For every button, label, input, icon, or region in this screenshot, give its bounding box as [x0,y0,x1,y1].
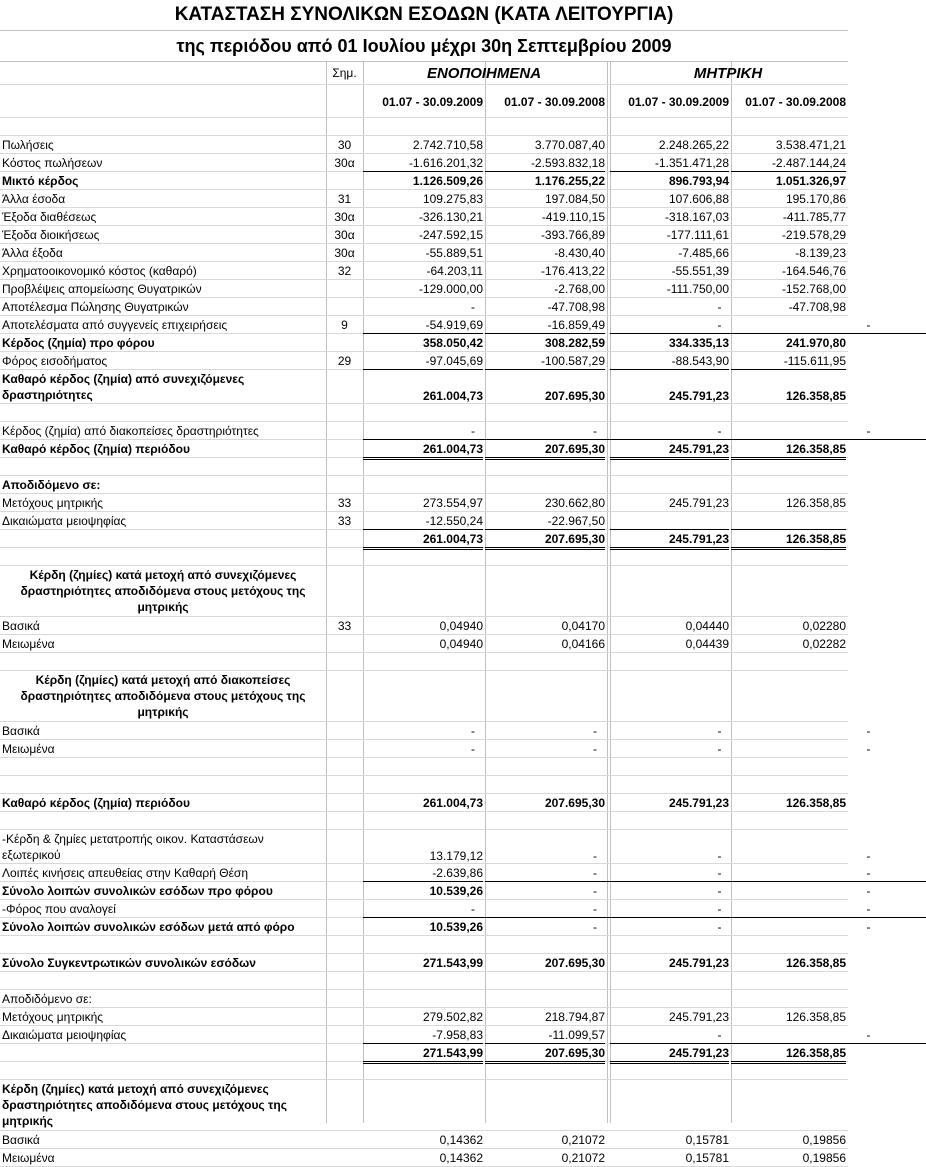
row-value-1: 273.554,97 [422,495,483,510]
row-value-2: - [593,741,597,756]
report-title: ΚΑΤΑΣΤΑΣΗ ΣΥΝΟΛΙΚΩΝ ΕΣΟΔΩΝ (ΚΑΤΑ ΛΕΙΤΟΥΡΓΙΑ) [0,0,848,31]
row-value-2: - [593,849,597,863]
row-value-1: 0,14362 [439,1150,483,1165]
row-value-2: 1.176.255,22 [534,173,605,188]
row-value-3: - [610,900,779,918]
row-value-2: - [485,900,655,918]
row-value-3: - [717,299,722,314]
row-label: Κέρδη (ζημίες) κατά μετοχή από συνεχιζόμενες δραστηριότητες αποδιδόμενα στους μετόχους της μητρικής [20,568,306,614]
row-value-1: 0,04940 [439,618,483,633]
row-label: Άλλα έξοδα [2,245,63,260]
row-value-4: - [866,741,871,756]
table-row [0,476,848,494]
row-note: 29 [337,353,352,368]
row-value-4: -8.139,23 [795,245,846,260]
row-value-2: -393.766,89 [540,227,605,242]
table-row [0,136,848,154]
row-label: Μετόχους μητρικής [2,1009,104,1024]
row-value-2: 230.662,80 [544,495,605,510]
row-value-3: 896.793,94 [668,173,729,188]
row-label: -Φόρος που αναλογεί [2,901,116,916]
row-value-4: -2.487.144,24 [731,154,846,172]
row-value-2: 207.695,30 [544,955,605,970]
table-row [0,617,848,635]
row-value-4: - [866,723,871,738]
row-value-4: 3.538.471,21 [775,137,846,152]
row-value-3: -177.111,61 [666,227,729,242]
row-note [326,280,363,297]
table-row [0,1149,848,1167]
row-value-1: - [471,299,475,314]
row-note [326,370,363,403]
table-row [0,154,848,172]
column-header-2: 01.07 - 30.09.2008 [504,95,605,109]
row-value-4 [731,512,846,530]
row-value-2: 207.695,30 [544,389,605,403]
table-row [0,722,871,740]
table-row [0,262,848,280]
row-value-2: - [485,422,655,440]
table-row [0,316,871,334]
row-value-1: 10.539,26 [429,919,483,934]
table-row [0,370,848,404]
row-value-4: 0,19856 [802,1132,846,1147]
row-label: Σύνολο Συγκεντρωτικών συνολικών εσόδων [2,955,256,970]
row-label: Καθαρό κέρδος (ζημία) από συνεχιζόμενες δραστηριότητες [2,371,245,402]
row-value-2: 0,04166 [561,636,605,651]
row-value-4: 0,02280 [802,618,846,633]
row-label: Δικαιώματα μειοψηφίας [2,513,127,528]
spacer-row [0,758,848,776]
table-row [0,990,848,1008]
row-value-4: 126.358,85 [731,530,846,550]
row-value-1: 109.275,83 [422,191,483,206]
row-value-2: -47.708,98 [547,299,605,314]
column-header-3: 01.07 - 30.09.2009 [628,95,729,109]
table-row [0,1131,848,1149]
row-value-1: 0,14362 [439,1132,483,1147]
row-value-1: 271.543,99 [422,955,483,970]
table-row [0,494,848,512]
row-label: Κέρδος (ζημία) προ φόρου [2,335,155,350]
row-label: -Κέρδη & ζημίες μετατροπής οικον. Καταστάσεων εξωτερικού [2,831,264,862]
row-label: Σύνολο λοιπών συνολικών εσόδων προ φόρου [2,883,273,898]
row-label: Μειωμένα [2,1150,55,1165]
section-heading-row [0,671,848,722]
row-value-2: - [485,864,655,882]
header-row-periods [0,85,848,118]
row-value-2: 207.695,30 [544,795,605,810]
row-value-2: 218.794,87 [544,1009,605,1024]
row-value-4: - [866,849,871,863]
table-row [0,882,871,900]
row-label [2,530,324,547]
row-label: Έξοδα διοικήσεως [2,227,100,242]
row-value-3: -1.351.471,28 [610,154,729,172]
row-note: 30α [334,227,355,242]
row-label: Αποτελέσματα από συγγενείς επιχειρήσεις [2,317,228,332]
table-row [0,530,848,548]
row-value-1: -247.592,15 [418,227,483,242]
row-value-3: - [610,1026,779,1044]
row-value-3: - [610,422,779,440]
table-row [0,740,871,758]
row-value-3: - [717,741,722,756]
row-value-4: -219.578,29 [781,227,846,242]
row-note: 31 [337,191,352,206]
row-value-1: 1.126.509,26 [412,173,483,188]
row-value-4: 126.358,85 [785,389,846,403]
spacer-row [0,1062,848,1080]
spacer-row [0,118,848,136]
row-value-2: -419.110,15 [541,209,605,224]
row-label: Μειωμένα [2,636,55,651]
row-value-1: 279.502,82 [422,1009,483,1024]
row-value-2: 308.282,59 [544,335,605,350]
table-row [0,918,871,936]
row-label: Κέρδη (ζημίες) κατά μετοχή από διακοπείσες δραστηριότητες αποδιδόμενα στους μετόχους της μητρικής [20,673,306,719]
row-note: 33 [337,618,352,633]
row-value-1: 10.539,26 [429,883,483,898]
row-value-1: - [471,723,475,738]
row-value-1: -12.550,24 [363,512,483,530]
row-value-4: - [731,864,926,882]
row-value-3: 0,15781 [685,1132,729,1147]
row-value-3: - [717,723,722,738]
row-value-4: 195.170,86 [785,191,846,206]
table-row [0,512,848,530]
row-value-3: - [610,316,779,334]
row-value-3: 245.791,23 [610,440,729,460]
row-value-1: 13.179,12 [429,849,483,863]
row-value-1: 261.004,73 [363,530,483,550]
row-note [326,440,363,457]
column-header-1: 01.07 - 30.09.2009 [382,95,483,109]
row-value-2: 197.084,50 [544,191,605,206]
row-value-3 [610,512,729,530]
table-row [0,864,871,882]
row-value-2: -8.430,40 [554,245,605,260]
row-label [2,1044,324,1061]
table-row [0,1044,848,1062]
row-value-2: - [593,919,597,934]
row-note [326,298,363,315]
row-value-2: -2.593.832,18 [485,154,605,172]
row-value-2: -2.768,00 [554,281,605,296]
header-row-groups [0,62,848,85]
table-row [0,190,848,208]
section-heading-row [0,566,848,617]
row-label: Βασικά [2,723,40,738]
row-note [326,172,363,189]
spacer-row [0,653,848,671]
row-value-3: - [717,919,722,934]
row-value-4: 0,02282 [802,636,846,651]
row-label: Αποδιδόμενο σε: [2,991,92,1006]
row-value-3: 245.791,23 [668,795,729,810]
row-value-3: - [717,849,722,863]
row-value-4: -411.785,77 [782,209,846,224]
spacer-row [0,972,848,990]
row-label: Βασικά [2,618,40,633]
row-value-4: - [731,1026,926,1044]
row-value-3: - [610,864,779,882]
note-column-header: Σημ. [332,66,357,80]
row-value-3: -88.543,90 [610,352,729,370]
row-value-3: -7.485,66 [678,245,729,260]
row-value-3: - [717,883,722,898]
section-heading-row [0,1080,848,1131]
row-value-2: -11.099,57 [485,1026,605,1044]
group-header-parent: ΜΗΤΡΙΚΗ [693,64,763,82]
row-value-3: 245.791,23 [668,1009,729,1024]
row-value-4: -115.611,95 [731,352,846,370]
table-row [0,830,871,864]
row-note: 9 [341,317,348,332]
row-value-3: 0,15781 [685,1150,729,1165]
row-value-3: 0,04440 [685,618,729,633]
row-value-4: -164.546,76 [781,263,846,278]
row-label: Πωλήσεις [2,137,54,152]
row-label: Φόρος εισοδήματος [2,353,108,368]
row-value-4: 126.358,85 [785,1009,846,1024]
row-value-4: 126.358,85 [785,955,846,970]
row-value-2: 0,21072 [561,1150,605,1165]
row-label: Μειωμένα [2,741,55,756]
spacer-row [0,404,848,422]
row-label: Αποτέλεσμα Πώλησης Θυγατρικών [2,299,189,314]
row-value-1: -129.000,00 [418,281,483,296]
group-header-consolidated: ΕΝΟΠΟΙΗΜΕΝΑ [426,64,542,82]
row-label: Χρηματοοικονομικό κόστος (καθαρό) [2,263,197,278]
spacer-row [0,776,848,794]
row-value-2: 0,21072 [561,1132,605,1147]
row-label: Καθαρό κέρδος (ζημία) περιόδου [2,795,190,810]
table-row [0,208,848,226]
table-row [0,1008,848,1026]
row-value-1: - [471,741,475,756]
row-value-1: 261.004,73 [422,389,483,403]
spacer-row [0,458,848,476]
row-value-1: -97.045,69 [363,352,483,370]
row-value-2: 207.695,30 [485,530,605,550]
row-label: Άλλα έσοδα [2,191,66,206]
row-value-3: 245.791,23 [610,530,729,550]
row-value-1: 0,04940 [439,636,483,651]
row-label: Αποδιδόμενο σε: [2,477,101,492]
row-value-1: - [363,900,533,918]
row-value-1: -2.639,86 [363,864,483,882]
row-value-4: -152.768,00 [781,281,846,296]
row-value-2: -16.859,49 [485,316,605,334]
row-label: Δικαιώματα μειοψηφίας [2,1027,127,1042]
row-label: Σύνολο λοιπών συνολικών εσόδων μετά από φόρο [2,919,295,934]
row-label: Βασικά [2,1132,40,1147]
report-subtitle: της περιόδου από 01 Ιουλίου μέχρι 30η Σεπτεμβρίου 2009 [0,31,848,62]
row-value-3: 2.248.265,22 [658,137,729,152]
row-value-2: -22.967,50 [485,512,605,530]
table-row [0,280,848,298]
row-label: Λοιπές κινήσεις απευθείας στην Καθαρή Θέση [2,865,249,880]
table-row [0,794,848,812]
row-value-4: 0,19856 [802,1150,846,1165]
row-note: 30α [334,245,355,260]
column-header-4: 01.07 - 30.09.2008 [745,95,846,109]
table-row [0,172,848,190]
row-value-1: -326.130,21 [418,209,483,224]
row-value-1: -54.919,69 [363,316,483,334]
row-value-4: - [731,422,926,440]
row-value-1: -7.958,83 [363,1026,483,1044]
row-value-3: 0,04439 [685,636,729,651]
row-note: 30 [337,137,352,152]
row-note: 33 [337,513,352,528]
table-row [0,440,848,458]
row-value-2: 3.770.087,40 [534,137,605,152]
row-value-4: 126.358,85 [785,795,846,810]
row-value-2: 0,04170 [561,618,605,633]
row-value-1: 261.004,73 [422,795,483,810]
table-row [0,352,848,370]
row-value-2: - [593,723,597,738]
row-value-4: - [731,900,926,918]
row-value-1: -55.889,51 [425,245,483,260]
row-note: 33 [337,495,352,510]
table-row [0,226,848,244]
row-value-2: - [593,883,597,898]
table-row [0,900,871,918]
row-label: Μικτό κέρδος [2,173,79,188]
row-value-2: 207.695,30 [485,1044,605,1064]
row-value-3: 245.791,23 [668,389,729,403]
row-value-4: -47.708,98 [788,299,846,314]
row-value-2: -176.413,22 [540,263,605,278]
spacer-row [0,548,848,566]
row-value-1: 2.742.710,58 [412,137,483,152]
row-value-1: 358.050,42 [422,335,483,350]
row-label: Κόστος πωλήσεων [2,155,103,170]
row-value-1: - [363,422,533,440]
row-value-3: 245.791,23 [610,1044,729,1064]
table-row [0,1026,871,1044]
row-label: Κέρδος (ζημία) από διακοπείσες δραστηριότητες [2,423,259,438]
table-row [0,635,848,653]
table-row [0,954,848,972]
row-value-4: 241.970,80 [785,335,846,350]
spacer-row [0,936,848,954]
row-note [326,422,363,439]
table-row [0,244,848,262]
row-note [326,334,363,351]
row-note: 30α [334,209,355,224]
row-value-3: 334.335,13 [668,335,729,350]
row-note: 30α [334,155,355,170]
row-value-4: 126.358,85 [785,495,846,510]
row-value-4: 126.358,85 [731,440,846,460]
row-value-3: -55.551,39 [671,263,729,278]
row-value-4: - [866,883,871,898]
row-note [326,635,363,652]
table-row [0,298,848,316]
row-value-4: 1.051.326,97 [775,173,846,188]
table-row [0,334,848,352]
row-value-4: - [866,919,871,934]
row-label: Καθαρό κέρδος (ζημία) περιόδου [2,441,190,456]
row-label: Έξοδα διαθέσεως [2,209,97,224]
row-value-2: -100.587,29 [485,352,605,370]
row-value-1: 271.543,99 [363,1044,483,1064]
row-value-3: -318.167,03 [664,209,729,224]
row-value-2: 207.695,30 [485,440,605,460]
row-value-1: -64.203,11 [426,263,483,278]
spacer-row [0,812,848,830]
row-label: Μετόχους μητρικής [2,495,104,510]
row-value-3: -111.750,00 [666,281,729,296]
row-note: 32 [337,263,352,278]
row-label: Κέρδη (ζημίες) κατά μετοχή από συνεχιζόμενες δραστηριότητες αποδιδόμενα στους μετόχους της μητρικής [2,1082,287,1128]
row-value-1: -1.616.201,32 [363,154,483,172]
row-value-3: 245.791,23 [668,495,729,510]
table-row [0,422,871,440]
row-value-4: 126.358,85 [731,1044,846,1064]
row-value-4: - [731,316,926,334]
row-value-3: 107.606,88 [668,191,729,206]
row-value-1: 261.004,73 [363,440,483,460]
row-value-3: 245.791,23 [668,955,729,970]
row-label: Προβλέψεις απομείωσης Θυγατρικών [2,281,202,296]
